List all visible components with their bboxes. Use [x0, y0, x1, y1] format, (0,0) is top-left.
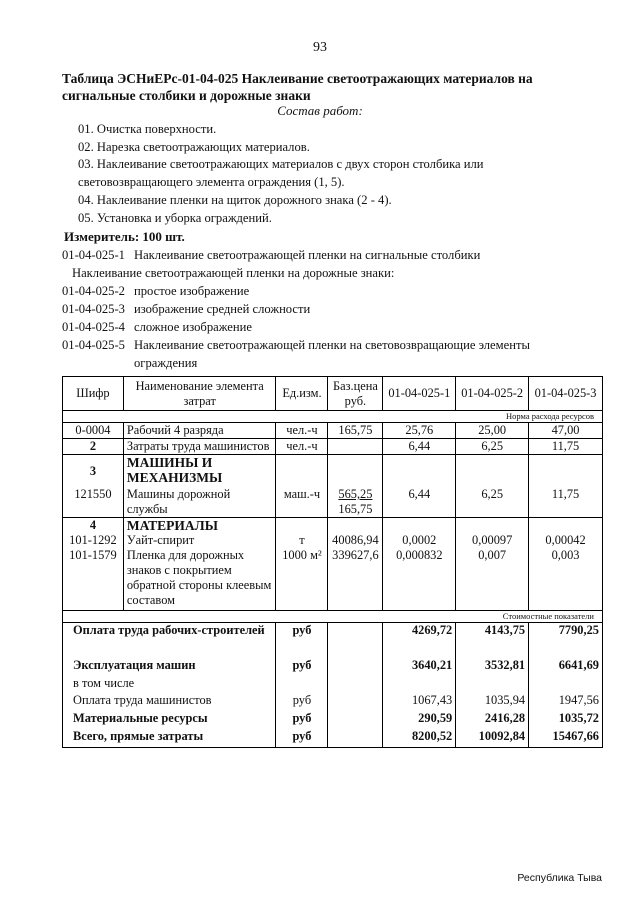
code-description: сложное изображение: [134, 320, 252, 334]
cell-value: 0,00097: [456, 533, 529, 548]
cell-empty: [383, 518, 456, 534]
work-heading: Состав работ:: [277, 103, 363, 118]
summary-row: [63, 711, 603, 729]
code-subheading: Наклеивание светоотражающей пленки на дорожные знаки:: [72, 266, 395, 280]
summary-row: [63, 655, 603, 673]
code-description: изображение средней сложности: [134, 302, 311, 316]
cell-empty: [456, 518, 529, 534]
summary-row: [63, 673, 603, 693]
code-number: 01-04-025-4: [62, 320, 125, 334]
code-description: простое изображение: [134, 284, 250, 298]
table-title: Таблица ЭСНиЕРс-01-04-025 Наклеивание светоотражающих материалов на сигнальные столбики и дорожные знаки: [62, 71, 533, 103]
cell-empty: [276, 673, 328, 693]
cell-price: [328, 439, 383, 455]
cell-empty: [328, 711, 383, 729]
cell-unit: маш.-ч: [276, 487, 328, 518]
cell-value: 0,007: [456, 548, 529, 611]
page-number: 93: [313, 40, 327, 55]
cell-name: Уайт-спирит: [123, 533, 276, 548]
cell-value: 6,44: [383, 487, 456, 518]
cell-code: 3: [63, 455, 124, 488]
work-item: 04. Наклеивание пленки на щиток дорожного знака (2 - 4).: [78, 192, 392, 207]
code-row: [62, 318, 582, 336]
cell-empty: [456, 455, 529, 488]
cell-value: 3640,21: [383, 655, 456, 673]
cell-empty: [328, 729, 383, 748]
summary-row: [63, 693, 603, 711]
cell-empty: [456, 673, 529, 693]
cell-unit: руб: [276, 711, 328, 729]
band-costs: Стоимостные показатели: [63, 611, 603, 623]
cell-code: 4: [63, 518, 124, 534]
header-unit: Ед.изм.: [276, 377, 328, 411]
cell-value: 1035,72: [529, 711, 603, 729]
cell-unit: т: [276, 533, 328, 548]
cell-code: 121550: [63, 487, 124, 518]
cell-value: 0,00042: [529, 533, 603, 548]
cell-code: 101-1292: [63, 533, 124, 548]
cell-value: 8200,52: [383, 729, 456, 748]
cell-name: Пленка для дорожных знаков с покрытием обратной стороны клеевым составом: [123, 548, 276, 611]
code-row: [62, 282, 582, 300]
cell-section-name: МАТЕРИАЛЫ: [123, 518, 276, 534]
table-row: [63, 548, 603, 611]
work-item: 03. Наклеивание светоотражающих материалов с двух сторон столбика или световозвращающего элемента ограждения (1, 5).: [78, 157, 484, 190]
cell-price: 339627,6: [328, 548, 383, 611]
cell-value: 25,00: [456, 423, 529, 439]
work-item: 02. Нарезка светоотражающих материалов.: [78, 139, 310, 154]
cell-unit: 1000 м²: [276, 548, 328, 611]
code-row: [62, 246, 582, 264]
header-name: Наименование элемента затрат: [123, 377, 276, 411]
cell-name: Оплата труда машинистов: [63, 693, 276, 711]
cell-empty: [328, 455, 383, 488]
cell-value: 7790,25: [529, 623, 603, 656]
cell-value: 1947,56: [529, 693, 603, 711]
cell-price: 165,75: [328, 423, 383, 439]
table-row: [63, 423, 603, 439]
cell-value: 25,76: [383, 423, 456, 439]
measure-unit: Измеритель: 100 шт.: [64, 229, 185, 244]
code-list: [62, 246, 582, 372]
cell-code: 101-1579: [63, 548, 124, 611]
cell-value: 0,000832: [383, 548, 456, 611]
cell-note: в том числе: [63, 673, 276, 693]
cell-empty: [276, 518, 328, 534]
cell-code: 2: [63, 439, 124, 455]
cell-value: 11,75: [529, 439, 603, 455]
code-description: Наклеивание светоотражающей пленки на световозвращающие элементы ограждения: [134, 338, 530, 370]
cell-value: 11,75: [529, 487, 603, 518]
table-row: [63, 533, 603, 548]
cell-value: 47,00: [529, 423, 603, 439]
cell-value: 6641,69: [529, 655, 603, 673]
cell-value: 290,59: [383, 711, 456, 729]
summary-row: [63, 623, 603, 656]
header-col2: 01-04-025-2: [456, 377, 529, 411]
cell-value: 1035,94: [456, 693, 529, 711]
cell-empty: [383, 673, 456, 693]
header-col3: 01-04-025-3: [529, 377, 603, 411]
cell-value: 6,25: [456, 487, 529, 518]
table-header-row: [63, 377, 603, 411]
cell-value: 10092,84: [456, 729, 529, 748]
work-items: [78, 121, 578, 227]
cell-section-name: МАШИНЫ И МЕХАНИЗМЫ: [123, 455, 276, 488]
cell-empty: [529, 673, 603, 693]
band-norms: Норма расхода ресурсов: [63, 411, 603, 423]
table-row: [63, 487, 603, 518]
cell-value: 6,44: [383, 439, 456, 455]
cell-unit: чел.-ч: [276, 423, 328, 439]
cell-name: Эксплуатация машин: [63, 655, 276, 673]
cell-empty: [529, 518, 603, 534]
cell-name: Затраты труда машинистов: [123, 439, 276, 455]
code-row: [62, 336, 582, 372]
table-row: [63, 439, 603, 455]
header-col1: 01-04-025-1: [383, 377, 456, 411]
footer-region: Республика Тыва: [517, 872, 602, 884]
cell-value: 6,25: [456, 439, 529, 455]
work-item: 01. Очистка поверхности.: [78, 122, 217, 136]
cell-empty: [328, 518, 383, 534]
cell-name: Материальные ресурсы: [63, 711, 276, 729]
cell-price: [328, 487, 383, 518]
cell-value: 15467,66: [529, 729, 603, 748]
cell-value: 1067,43: [383, 693, 456, 711]
header-price: Баз.цена руб.: [328, 377, 383, 411]
cell-value: 3532,81: [456, 655, 529, 673]
cell-value: 0,003: [529, 548, 603, 611]
code-number: 01-04-025-3: [62, 302, 125, 316]
code-row: [62, 300, 582, 318]
cell-unit: руб: [276, 729, 328, 748]
cell-empty: [529, 455, 603, 488]
cell-empty: [328, 693, 383, 711]
code-number: 01-04-025-1: [62, 248, 125, 262]
cell-empty: [276, 455, 328, 488]
cell-name: Оплата труда рабочих-строителей: [63, 623, 276, 656]
cell-unit: руб: [276, 655, 328, 673]
table-row: [63, 518, 603, 534]
cell-value: 4269,72: [383, 623, 456, 656]
header-code: Шифр: [63, 377, 124, 411]
code-number: 01-04-025-5: [62, 338, 125, 352]
cell-name: Рабочий 4 разряда: [123, 423, 276, 439]
cell-value: 0,0002: [383, 533, 456, 548]
band-row: [63, 411, 603, 423]
resource-table: [62, 376, 603, 748]
cell-empty: [328, 673, 383, 693]
cell-value: 4143,75: [456, 623, 529, 656]
summary-row: [63, 729, 603, 748]
code-description: Наклеивание светоотражающей пленки на сигнальные столбики: [134, 248, 481, 262]
cell-unit: руб: [276, 623, 328, 656]
code-number: 01-04-025-2: [62, 284, 125, 298]
cell-unit: чел.-ч: [276, 439, 328, 455]
work-item: 05. Установка и уборка ограждений.: [78, 210, 272, 225]
price-bottom: 165,75: [338, 502, 373, 516]
cell-value: 2416,28: [456, 711, 529, 729]
cell-empty: [328, 655, 383, 673]
cell-empty: [383, 455, 456, 488]
cell-price: 40086,94: [328, 533, 383, 548]
price-top: 565,25: [338, 487, 373, 501]
cell-name: Машины дорожной службы: [123, 487, 276, 518]
cell-empty: [328, 623, 383, 656]
table-row: [63, 455, 603, 488]
cell-code: 0-0004: [63, 423, 124, 439]
cell-unit: руб: [276, 693, 328, 711]
cell-name: Всего, прямые затраты: [63, 729, 276, 748]
band-row: [63, 611, 603, 623]
